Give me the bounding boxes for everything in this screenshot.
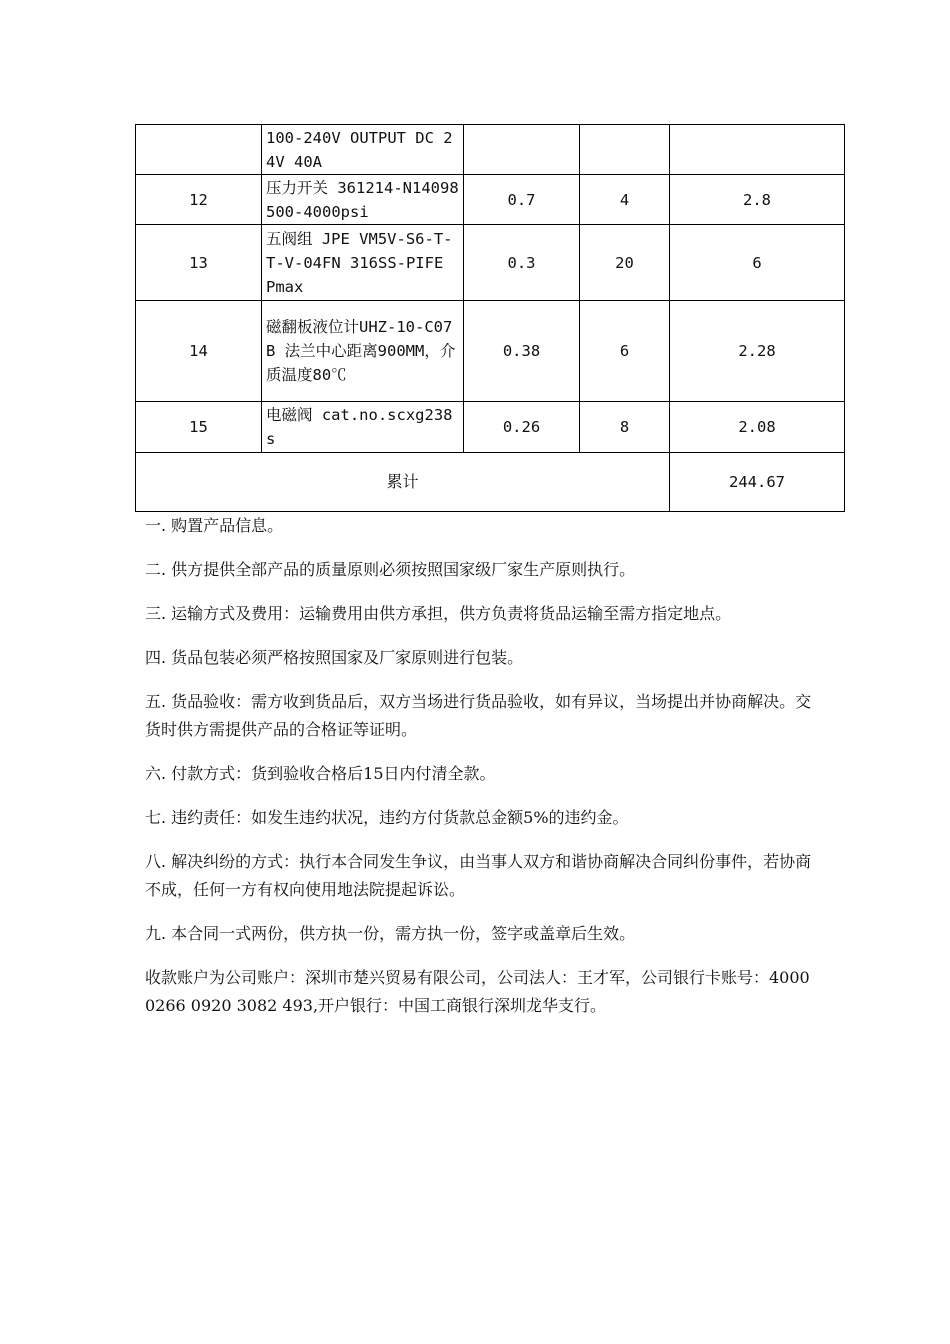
quantity: 8 [580, 402, 670, 453]
quantity: 4 [580, 175, 670, 225]
table-row [136, 402, 845, 453]
term-4: 四. 货品包装必须严格按照国家及厂家原则进行包装。 [145, 648, 524, 667]
amount: 2.8 [670, 175, 845, 225]
unit-price [464, 125, 580, 175]
product-description: 100-240V OUTPUT DC 24V 40A [262, 125, 464, 175]
table-row [136, 225, 845, 301]
product-description: 压力开关 361214-N14098 500-4000psi [262, 175, 464, 225]
table-row [136, 125, 845, 175]
amount [670, 125, 845, 175]
amount: 6 [670, 225, 845, 301]
quantity: 6 [580, 301, 670, 402]
unit-price: 0.7 [464, 175, 580, 225]
row-number: 13 [136, 225, 262, 301]
term-3: 三. 运输方式及费用：运输费用由供方承担，供方负责将货品运输至需方指定地点。 [145, 604, 732, 623]
product-description: 五阀组 JPE VM5V-S6-T-T-V-04FN 316SS-PIFE Pmax [262, 225, 464, 301]
term-8: 八. 解决纠纷的方式：执行本合同发生争议，由当事人双方和谐协商解决合同纠份事件，若协商不成，任何一方有权向使用地法院提起诉讼。 [145, 852, 812, 899]
term-1: 一. 购置产品信息。 [145, 516, 284, 535]
term-7: 七. 违约责任：如发生违约状况，违约方付货款总金额5%的违约金。 [145, 808, 629, 827]
table-row [136, 175, 845, 225]
quantity: 20 [580, 225, 670, 301]
term-5: 五. 货品验收：需方收到货品后，双方当场进行货品验收，如有异议，当场提出并协商解决。交货时供方需提供产品的合格证等证明。 [145, 692, 812, 739]
unit-price: 0.3 [464, 225, 580, 301]
unit-price: 0.26 [464, 402, 580, 453]
quantity [580, 125, 670, 175]
amount: 2.08 [670, 402, 845, 453]
term-9: 九. 本合同一式两份，供方执一份，需方执一份，签字或盖章后生效。 [145, 924, 636, 943]
product-description: 电磁阀 cat.no.scxg238s [262, 402, 464, 453]
table-row [136, 301, 845, 402]
payment-account-info: 收款账户为公司账户：深圳市楚兴贸易有限公司，公司法人：王才军，公司银行卡账号：4000 0266 0920 3082 493,开户银行：中国工商银行深圳龙华支行。 [145, 968, 810, 1015]
row-number: 12 [136, 175, 262, 225]
unit-price: 0.38 [464, 301, 580, 402]
product-description: 磁翻板液位计UHZ-10-C07B 法兰中心距离900MM，介质温度80℃ [262, 301, 464, 402]
total-label: 累计 [136, 453, 670, 512]
row-number: 15 [136, 402, 262, 453]
term-6: 六. 付款方式：货到验收合格后15日内付清全款。 [145, 764, 496, 783]
amount: 2.28 [670, 301, 845, 402]
total-row [136, 453, 845, 512]
product-table [135, 124, 845, 512]
row-number: 14 [136, 301, 262, 402]
term-2: 二. 供方提供全部产品的质量原则必须按照国家级厂家生产原则执行。 [145, 560, 636, 579]
row-number [136, 125, 262, 175]
contract-terms [145, 512, 813, 1036]
total-value: 244.67 [670, 453, 845, 512]
